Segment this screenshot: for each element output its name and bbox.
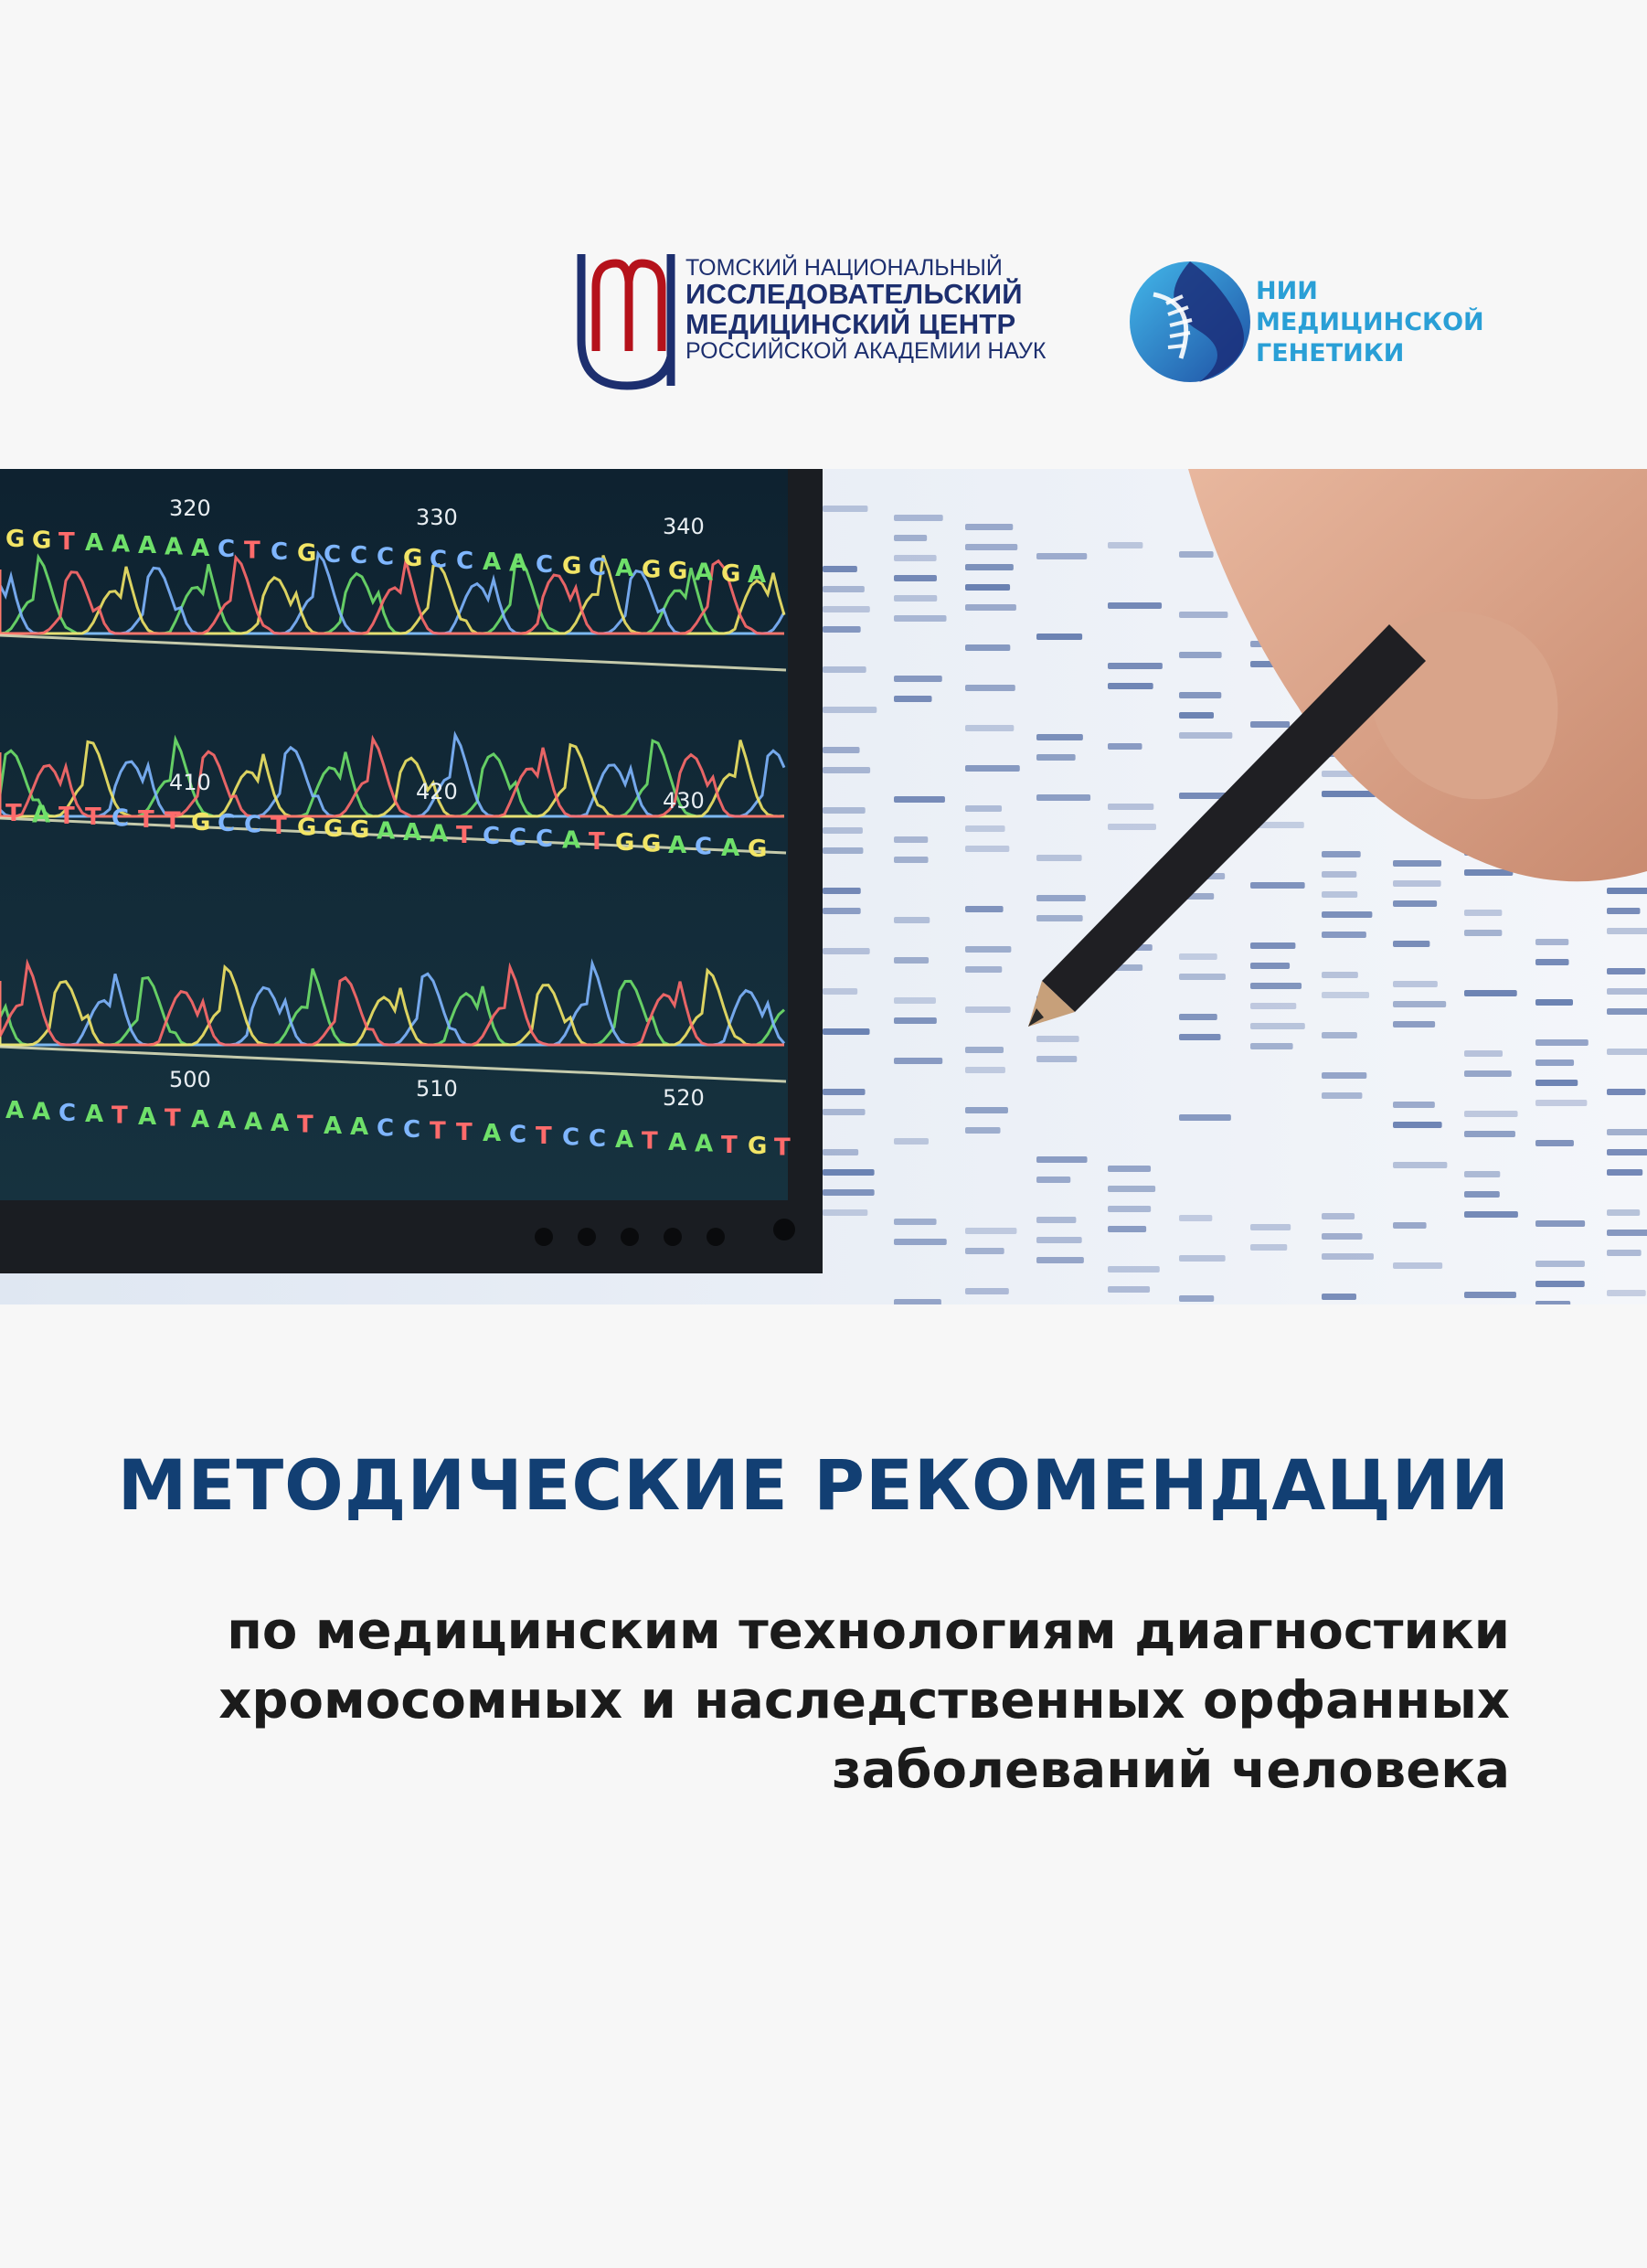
sequence-base: A [483,548,502,577]
tnimc-name [685,256,1046,364]
sequence-base: A [615,555,634,583]
sequence-base: G [748,836,768,864]
sequence-base: T [456,821,473,849]
sequence-base: G [562,552,582,580]
sequence-base: A [85,1101,104,1129]
sequence-position-label: 320 [169,495,211,521]
nii-line-2: МЕДИЦИНСКОЙ [1256,307,1484,336]
document-subtitle [139,1597,1510,1805]
sequence-base: T [244,537,260,565]
sequence-base: A [32,801,51,829]
sequence-base: A [244,1108,263,1136]
sequence-base: T [721,1131,738,1159]
sequence-base: C [562,1123,580,1152]
sequence-base: T [297,1111,313,1139]
sequence-base: G [324,815,344,843]
sequence-base: T [165,807,181,836]
sequence-base: T [138,806,154,834]
sequence-base: T [165,1104,181,1133]
sequence-position-label: 340 [663,514,705,539]
sequence-base: C [589,1124,607,1153]
sequence-base: T [456,1118,473,1146]
sequence-base: G [5,526,26,553]
sequence-base: A [218,1107,237,1135]
sequence-base: C [377,1114,395,1143]
sequence-base: G [668,558,688,585]
sequence-base: T [536,1123,552,1150]
sequence-base: A [615,1126,634,1155]
sequence-base: A [562,826,581,855]
tnimc-emblem-icon [574,249,682,395]
sequence-base: G [721,559,741,588]
logo-bar [0,0,1647,466]
sequence-base: A [721,834,740,862]
sequence-base: C [536,825,554,853]
tnimc-line-3: МЕДИЦИНСКИЙ ЦЕНТР [685,307,1016,340]
sequence-base: A [668,832,687,859]
sequence-base: C [456,547,474,575]
sequence-base: A [695,559,714,587]
sequence-base: A [271,1110,290,1137]
sequence-base: T [271,813,287,840]
nii-line-3: ГЕНЕТИКИ [1256,338,1405,367]
sequence-base: T [774,1134,791,1162]
sequence-base: A [483,1120,502,1148]
sequence-base: A [748,561,767,590]
sequence-base: A [138,532,157,559]
sequence-base: T [642,1127,658,1155]
subtitle-line-2: хромосомных и наследственных орфанных [218,1671,1510,1730]
sequence-base: G [191,808,211,836]
tnimc-line-4: РОССИЙСКОЙ АКАДЕМИИ НАУК [685,338,1047,365]
sequence-base: T [430,1117,446,1145]
sequence-base: A [509,549,528,578]
cover-photo [0,469,1647,1304]
sequence-base: A [377,817,396,846]
sequence-position-label: 520 [663,1085,705,1111]
sequence-base: A [32,1098,51,1126]
sequence-position-label: 500 [169,1067,211,1092]
sequence-base: G [297,814,317,842]
tnimc-line-1: ТОМСКИЙ НАЦИОНАЛЬНЫЙ [685,255,1003,281]
sequence-base: A [324,1112,343,1140]
sequence-base: C [112,804,130,833]
sequence-base: C [430,546,448,574]
sequence-base: A [191,1105,210,1134]
sequence-base: T [112,1102,128,1130]
sequence-base: A [668,1129,687,1156]
sequence-base: T [85,804,101,832]
nii-name [1256,276,1484,368]
dna-sequencing-illustration [0,469,1647,1304]
sequence-base: C [324,540,342,569]
sequence-position-label: 430 [663,788,705,814]
sequence-base: G [350,816,370,845]
nii-line-1: НИИ [1256,277,1318,305]
sequence-base: G [748,1133,768,1161]
sequence-base: A [112,530,131,559]
sequence-base: G [642,830,662,858]
tnimc-line-2: ИССЛЕДОВАТЕЛЬСКИЙ [685,278,1023,311]
sequence-base: A [191,534,210,562]
sequence-base: C [58,1099,77,1127]
sequence-base: A [695,1130,714,1158]
sequence-base: A [85,529,104,558]
sequence-base: A [430,820,449,848]
sequence-base: C [271,538,289,566]
sequence-base: A [5,1097,25,1124]
sequence-position-label: 420 [416,779,458,804]
sequence-base: C [483,823,501,851]
sequence-position-label: 510 [416,1076,458,1102]
sequence-base: C [350,542,368,570]
tnimc-logo [574,249,1049,395]
subtitle-line-3: заболеваний человека [832,1741,1510,1800]
sequence-base: A [350,1113,369,1142]
sequence-base: C [536,551,554,579]
sequence-base: T [58,802,75,830]
sequence-base: G [32,527,52,555]
sequence-base: C [244,811,262,839]
document-title: МЕТОДИЧЕСКИЕ РЕКОМЕНДАЦИИ [117,1444,1510,1526]
sequence-base: C [218,536,236,564]
sequence-base: C [377,543,395,571]
sequence-base: C [509,1121,527,1149]
nii-dna-emblem-icon [1126,249,1254,395]
sequence-base: G [297,539,317,568]
sequence-base: T [58,527,75,556]
sequence-position-label: 410 [169,770,211,795]
sequence-base: A [138,1103,157,1131]
sequence-base: T [5,800,22,827]
sequence-base: G [642,556,662,584]
nii-logo [1126,249,1510,395]
subtitle-line-1: по медицинским технологиям диагностики [227,1602,1510,1661]
sequence-base: C [218,810,236,838]
sequence-base: A [165,533,184,561]
sequence-base: C [509,824,527,852]
sequence-position-label: 330 [416,505,458,530]
sequence-base: T [589,827,605,856]
sequence-base: A [403,819,422,847]
sequence-base: C [403,1116,421,1144]
sequence-base: C [695,833,713,861]
sequence-base: C [589,553,607,581]
sequence-base: G [615,829,635,857]
sequence-base: G [403,545,423,572]
